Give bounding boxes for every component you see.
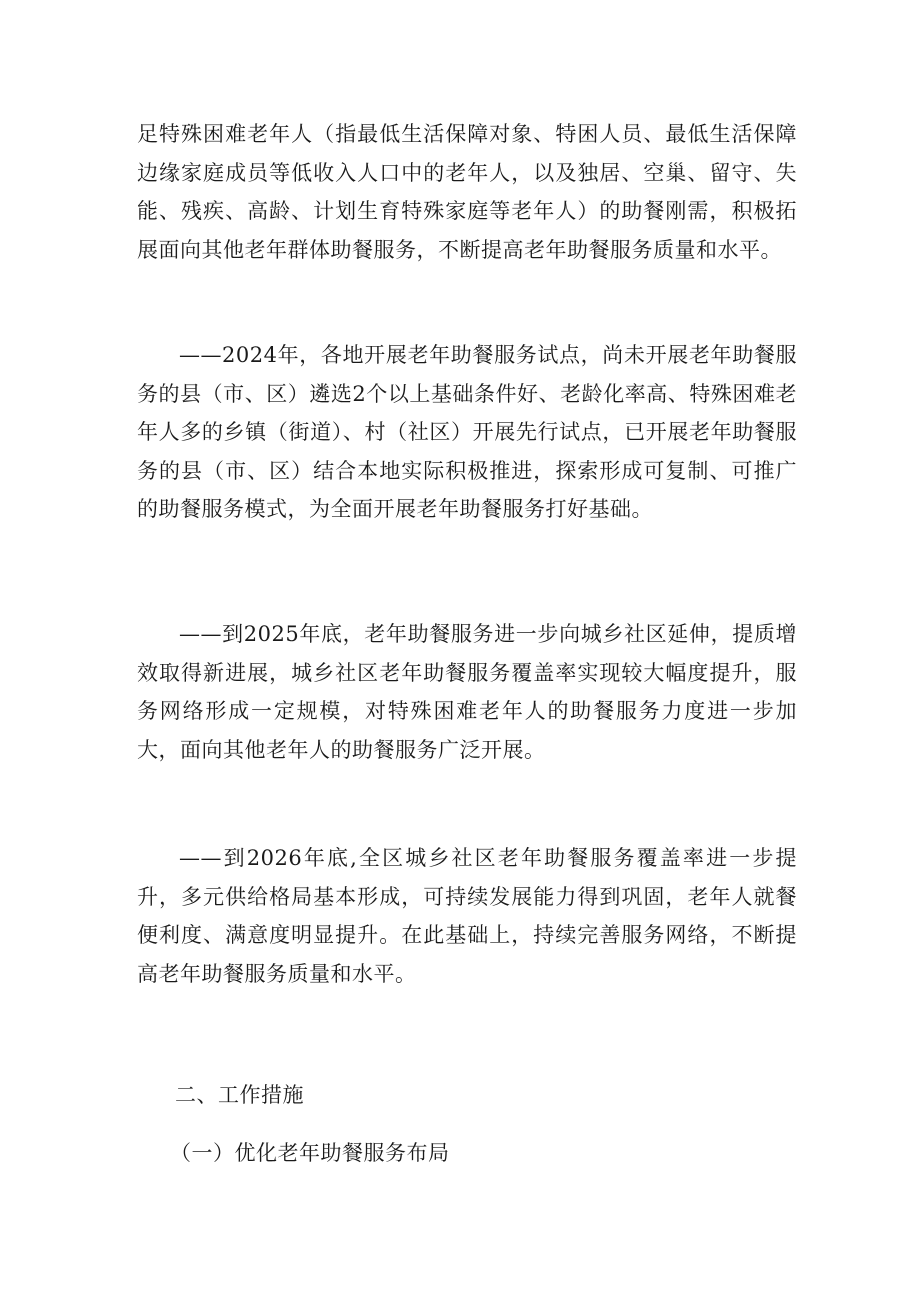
paragraph-special-needs: 足特殊困难老年人（指最低生活保障对象、特困人员、最低生活保障边缘家庭成员等低收入人口中的老年人，以及独居、空巢、留守、失能、残疾、高龄、计划生育特殊家庭等老年人）的助餐刚需，积极拓展面向其他老年群体助餐服务，不断提高老年助餐服务质量和水平。: [137, 122, 797, 262]
section-heading: 二、工作措施: [175, 1083, 304, 1107]
paragraph-2025-goal: ——到2025年底，老年助餐服务进一步向城乡社区延伸，提质增效取得新进展，城乡社区老年助餐服务覆盖率实现较大幅度提升，服务网络形成一定规模，对特殊困难老年人的助餐服务力度进一步加大，面向其他老年人的助餐服务广泛开展。: [137, 622, 797, 762]
subsection-heading: （一）优化老年助餐服务布局: [170, 1141, 450, 1165]
paragraph-2024-goal: ——2024年，各地开展老年助餐服务试点，尚未开展老年助餐服务的县（市、区）遴选2个以上基础条件好、老龄化率高、特殊困难老年人多的乡镇（街道）、村（社区）开展先行试点，已开展老年助餐服务的县（市、区）结合本地实际积极推进，探索形成可复制、可推广的助餐服务模式，为全面开展老年助餐服务打好基础。: [137, 343, 797, 521]
paragraph-2026-goal: ——到2026年底,全区城乡社区老年助餐服务覆盖率进一步提升，多元供给格局基本形成，可持续发展能力得到巩固，老年人就餐便利度、满意度明显提升。在此基础上，持续完善服务网络，不断提高老年助餐服务质量和水平。: [137, 846, 797, 986]
